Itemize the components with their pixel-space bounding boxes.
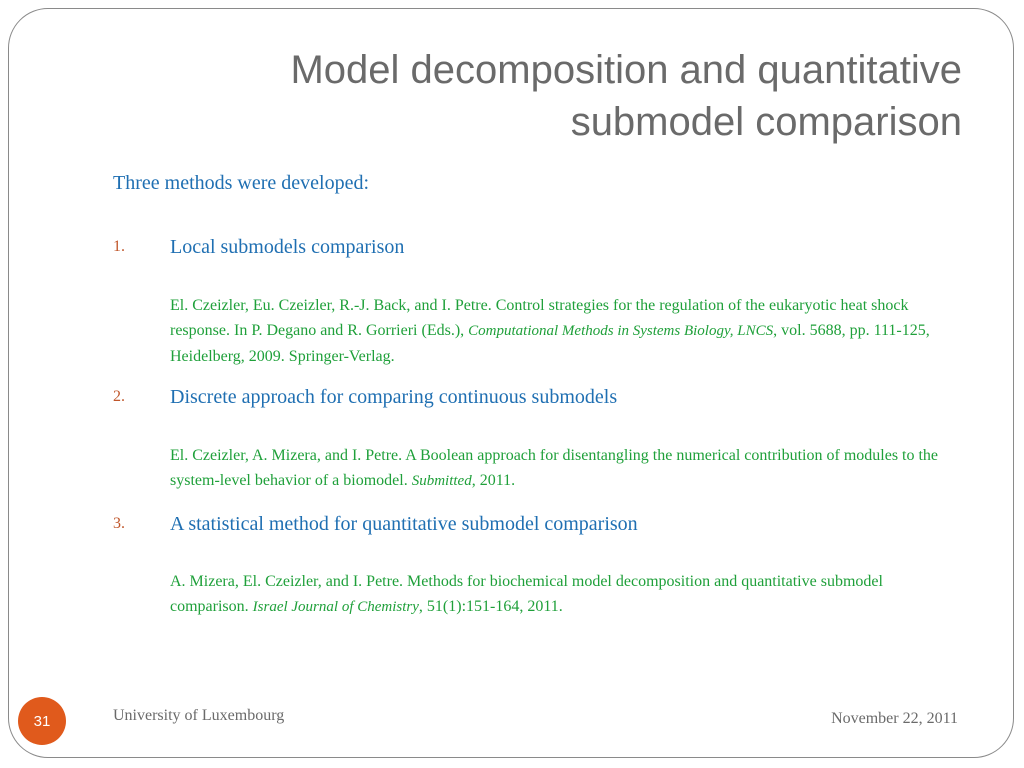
reference-text-end: , vol. 5688, pp. 111-125, Heidelberg, 2009. Springer-Verlag. xyxy=(170,322,930,365)
footer-date: November 22, 2011 xyxy=(831,710,958,727)
reference-text: El. Czeizler, Eu. Czeizler, R.-J. Back, and I. Petre. Control strategies for the regulation of the eukaryotic heat shock response. In P. Degano and R. Gorrieri (Eds.), xyxy=(170,297,909,339)
reference-text: A. Mizera, El. Czeizler, and I. Petre. Methods for biochemical model decomposition and quantitative submodel comparison. xyxy=(170,573,883,615)
reference-venue: Israel Journal of Chemistry xyxy=(252,599,419,615)
reference-venue: Submitted xyxy=(411,473,472,489)
reference-text: El. Czeizler, A. Mizera, and I. Petre. A Boolean approach for disentangling the numerical contribution of modules to the system-level behavior of a biomodel. xyxy=(170,447,939,489)
reference-text-end: , 51(1):151-164, 2011. xyxy=(418,598,563,615)
method-title: Local submodels comparison xyxy=(170,236,405,258)
method-number: 3. xyxy=(113,515,125,532)
page-number-badge: 31 xyxy=(18,697,66,745)
reference-venue: Computational Methods in Systems Biology, LNCS xyxy=(468,323,774,339)
method-title: A statistical method for quantitative submodel comparison xyxy=(170,513,638,535)
reference-text-end: , 2011. xyxy=(471,472,516,489)
intro-text: Three methods were developed: xyxy=(113,172,370,194)
footer-institution: University of Luxembourg xyxy=(113,707,285,724)
method-title: Discrete approach for comparing continuous submodels xyxy=(170,386,618,408)
slide-title-line-1: Model decomposition and quantitative xyxy=(290,48,962,92)
method-reference xyxy=(170,569,960,620)
method-number: 1. xyxy=(113,238,125,255)
slide-title xyxy=(162,44,962,148)
method-number: 2. xyxy=(113,388,125,405)
slide-title-line-2: submodel comparison xyxy=(570,100,962,144)
method-reference xyxy=(170,443,960,494)
method-reference xyxy=(170,293,960,369)
